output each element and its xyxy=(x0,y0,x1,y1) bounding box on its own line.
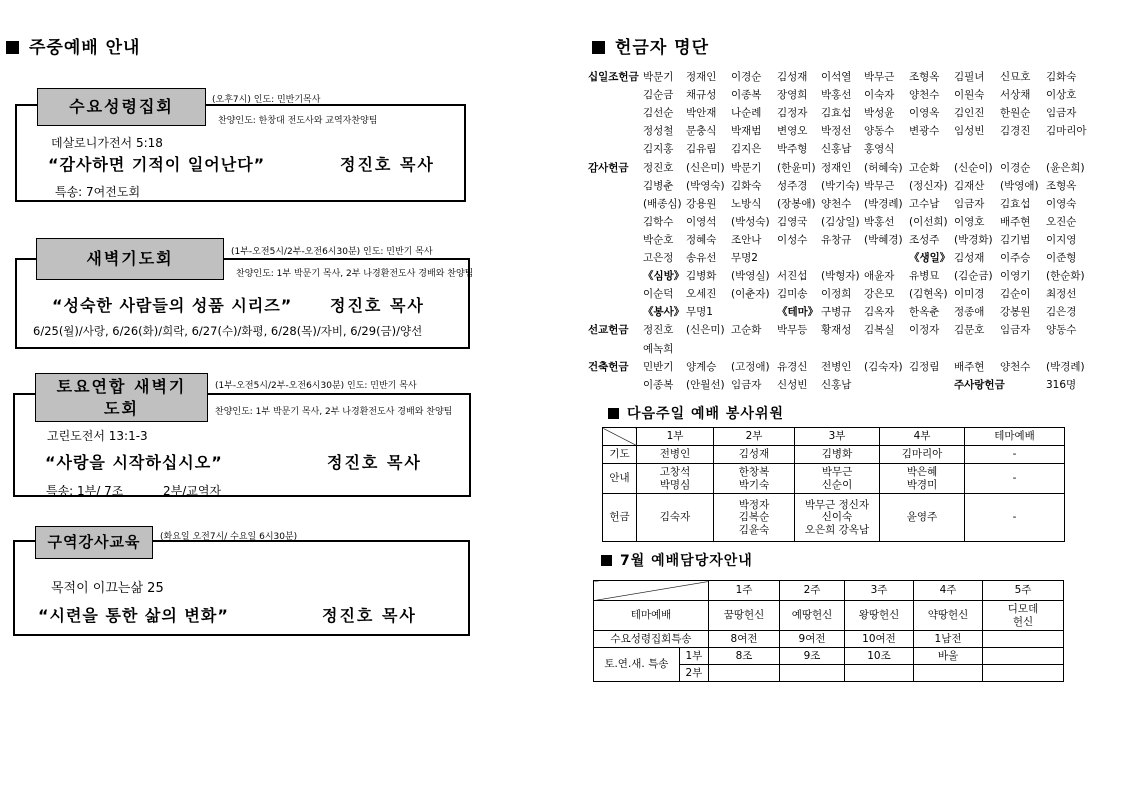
donor-name: 이순덕 xyxy=(643,288,674,301)
wednesday-sermon-title: “감사하면 기적이 일어난다” xyxy=(48,155,266,174)
donor-name: 임금자 xyxy=(954,197,985,210)
table-cell: 김병화 xyxy=(795,446,880,464)
saturday-sermon-title: “사랑을 시작하십시오” xyxy=(45,453,223,472)
donor-name: 김복실 xyxy=(864,324,895,337)
donor-name: 구병규 xyxy=(821,306,852,319)
donor-name: 황재성 xyxy=(821,324,852,337)
table-cell: 예땅헌신 xyxy=(780,601,845,631)
donor-row xyxy=(588,123,1087,139)
donor-name: 조형옥 xyxy=(909,71,940,83)
header-cell: 1주 xyxy=(709,581,780,601)
square-bullet-icon xyxy=(592,41,605,54)
donor-name: 박순호 xyxy=(643,233,674,246)
donor-name: 김학수 xyxy=(643,215,674,228)
donor-name: (정신자) xyxy=(909,179,948,192)
donor-name: 유경신 xyxy=(777,360,808,373)
donor-name: 고은정 xyxy=(643,252,674,264)
row-label: 수요성령집회특송 xyxy=(594,631,709,648)
table-cell xyxy=(983,648,1064,665)
donor-row xyxy=(588,304,1078,320)
donor-name: (박경화) xyxy=(954,233,993,246)
donor-name: 최정선 xyxy=(1046,288,1077,301)
table-cell xyxy=(914,665,983,682)
donor-row xyxy=(588,214,1078,230)
saturday-special-song-2: 2부/교역자 xyxy=(163,484,222,498)
donor-name: 무명1 xyxy=(686,306,713,319)
donor-name: 양천수 xyxy=(821,197,852,210)
donor-name: (김순금) xyxy=(954,270,993,283)
donor-name: (장봉애) xyxy=(777,197,816,210)
donor-name: 김마리아 xyxy=(1046,125,1087,138)
donor-name: 《테마》 xyxy=(777,306,819,319)
donor-name: 김재산 xyxy=(954,179,985,192)
donor-name: 김화숙 xyxy=(731,179,762,192)
donor-name: 이영숙 xyxy=(1046,197,1077,210)
table-cell: 8여전 xyxy=(709,631,780,648)
donor-name: 강용원 xyxy=(686,197,717,210)
table-cell: - xyxy=(965,494,1065,542)
header-cell: 2부 xyxy=(714,428,795,446)
donor-name: 정진호 xyxy=(643,161,674,174)
donor-name: 문충식 xyxy=(686,125,717,138)
donor-name: 노방식 xyxy=(731,197,762,210)
donor-name: 민반기 xyxy=(643,360,674,373)
donor-name: 신성빈 xyxy=(777,378,808,391)
donor-name: (박혜경) xyxy=(864,233,903,246)
donor-name: 이종복 xyxy=(731,89,762,102)
donor-name: 316명 xyxy=(1046,378,1077,391)
header-cell: 1부 xyxy=(637,428,714,446)
donor-name: 김기범 xyxy=(1000,233,1031,246)
donor-name: 박재범 xyxy=(731,125,762,138)
donor-name: 《생일》 xyxy=(909,252,951,264)
donor-name: 장영희 xyxy=(777,89,808,102)
donor-name: 양계승 xyxy=(686,360,717,373)
donor-name: 서진섭 xyxy=(777,270,808,283)
donor-name: 조성주 xyxy=(909,233,940,246)
header-cell: 3주 xyxy=(845,581,914,601)
dawn-sermon-title: “성숙한 사람들의 성품 시리즈” xyxy=(52,296,293,315)
cell-leader-tag: 구역강사교육 xyxy=(35,526,153,559)
row-sublabel: 2부 xyxy=(679,665,708,682)
next-week-title: 다음주일 예배 봉사위원 xyxy=(608,403,784,423)
table-cell xyxy=(983,665,1064,682)
donor-name: 임성빈 xyxy=(954,125,985,138)
row-label: 토.연.새. 특송 xyxy=(594,648,680,682)
donor-name: 《심방》 xyxy=(643,270,685,283)
donor-row xyxy=(588,341,1078,357)
donor-row xyxy=(588,160,1085,176)
donor-name: 고수남 xyxy=(909,197,940,210)
donor-name: (윤은희) xyxy=(1046,161,1085,174)
donor-name: (김현옥) xyxy=(909,288,948,301)
donor-row xyxy=(588,377,1078,393)
donor-name: 김순이 xyxy=(1000,288,1031,301)
wednesday-special-song: 특송: 7여전도회 xyxy=(55,185,141,199)
wednesday-service-praise: 찬양인도: 한창대 전도사와 교역자찬양팀 xyxy=(218,116,378,126)
donor-name: 이경순 xyxy=(1000,161,1031,174)
table-cell: - xyxy=(965,464,1065,494)
table-cell: 10여전 xyxy=(845,631,914,648)
donor-name: 김지은 xyxy=(731,143,762,156)
donor-name: 이지영 xyxy=(1046,233,1077,246)
table-cell: 약땅헌신 xyxy=(914,601,983,631)
donor-name: 강봉원 xyxy=(1000,306,1031,319)
donor-name: (박형자) xyxy=(821,270,860,283)
wednesday-service-info: (오후7시) 인도: 민반기목사 xyxy=(212,95,321,105)
table-cell: 김성재 xyxy=(714,446,795,464)
donor-name: 이석열 xyxy=(821,71,852,83)
donor-name: 정재인 xyxy=(821,161,852,174)
donor-name: 김문호 xyxy=(954,324,985,337)
donor-name: 김인진 xyxy=(954,107,985,120)
donor-name: (고정애) xyxy=(731,360,770,373)
donor-name: 김은경 xyxy=(1046,306,1077,319)
donor-name: 나순례 xyxy=(731,107,762,120)
row-sublabel: 1부 xyxy=(679,648,708,665)
donor-name: (배종심) xyxy=(643,197,682,210)
square-bullet-icon xyxy=(608,408,619,419)
dawn-schedule: 6/25(월)/사랑, 6/26(화)/희락, 6/27(수)/화평, 6/28(목)/자비, 6/29(금)/양선 xyxy=(33,324,423,338)
donor-name: 송유선 xyxy=(686,252,717,264)
donor-name: (안월선) xyxy=(686,378,725,391)
donor-category-label: 선교헌금 xyxy=(588,324,629,337)
donor-category-label: 십일조헌금 xyxy=(588,71,639,83)
donor-name: 김화숙 xyxy=(1046,71,1077,83)
header-cell: 테마예배 xyxy=(965,428,1065,446)
donor-row xyxy=(588,322,1078,338)
donor-name: 조형옥 xyxy=(1046,179,1077,192)
donor-name: 정종애 xyxy=(954,306,985,319)
header-cell: 5주 xyxy=(983,581,1064,601)
donor-row xyxy=(588,105,1078,121)
donor-name: (김숙자) xyxy=(864,360,903,373)
table-cell: 왕땅헌신 xyxy=(845,601,914,631)
saturday-scripture: 고린도전서 13:1-3 xyxy=(47,429,148,443)
donor-name: 김효섭 xyxy=(821,107,852,120)
table-cell: 한창복 박기숙 xyxy=(714,464,795,494)
table-cell xyxy=(983,631,1064,648)
donor-name: 변광수 xyxy=(909,125,940,138)
donor-name: 유창규 xyxy=(821,233,852,246)
row-label: 기도 xyxy=(603,446,637,464)
donor-row xyxy=(588,69,1078,85)
donor-name: 이영호 xyxy=(954,215,985,228)
donor-name: 고순화 xyxy=(731,324,762,337)
donor-row xyxy=(588,268,1085,284)
header-cell: 4부 xyxy=(880,428,965,446)
donor-name: 박무근 xyxy=(864,179,895,192)
donor-name: 한옥춘 xyxy=(909,306,940,319)
donor-name: (박기숙) xyxy=(821,179,860,192)
saturday-pastor: 정진호 목사 xyxy=(327,453,422,472)
donor-name: (김상일) xyxy=(821,215,860,228)
donor-name: 이상호 xyxy=(1046,89,1077,102)
dawn-prayer-praise: 찬양인도: 1부 박문기 목사, 2부 나경환전도사 경배와 찬양팀 xyxy=(236,269,474,279)
donor-row xyxy=(588,286,1078,302)
donor-name: 김정자 xyxy=(777,107,808,120)
donor-category-label: 건축헌금 xyxy=(588,360,629,373)
saturday-prayer-info: (1부-오전5시/2부-오전6시30분) 인도: 민반기 목사 xyxy=(215,381,417,391)
donor-name: 한원순 xyxy=(1000,107,1031,120)
saturday-prayer-praise: 찬양인도: 1부 박문기 목사, 2부 나경환전도사 경배와 찬양팀 xyxy=(215,407,453,417)
donor-name: 박무등 xyxy=(777,324,808,337)
donor-name: 이성수 xyxy=(777,233,808,246)
dawn-pastor: 정진호 목사 xyxy=(330,296,425,315)
table-cell: 윤영주 xyxy=(880,494,965,542)
donor-name: 신묘호 xyxy=(1000,71,1031,83)
table-cell: 9조 xyxy=(780,648,845,665)
row-label: 헌금 xyxy=(603,494,637,542)
dawn-prayer-info: (1부-오전5시/2부-오전6시30분) 인도: 민반기 목사 xyxy=(231,247,433,257)
donor-name: 김순금 xyxy=(643,89,674,102)
donor-name: 정혜숙 xyxy=(686,233,717,246)
donor-name: 무명2 xyxy=(731,252,758,264)
donor-name: 박문기 xyxy=(643,71,674,83)
donor-name: 김병화 xyxy=(686,270,717,283)
donor-name: 이주승 xyxy=(1000,252,1031,264)
table-cell: 바울 xyxy=(914,648,983,665)
donor-name: 정진호 xyxy=(643,324,674,337)
donor-name: 박안재 xyxy=(686,107,717,120)
next-week-table xyxy=(602,427,1065,542)
donor-name: (박경례) xyxy=(864,197,903,210)
table-cell: 박무근 정신자 신이숙 오은희 강옥남 xyxy=(795,494,880,542)
square-bullet-icon xyxy=(6,41,19,54)
table-cell: 박무근 신순이 xyxy=(795,464,880,494)
donor-name: 신홍남 xyxy=(821,143,852,156)
donor-name: 예녹희 xyxy=(643,342,674,355)
donor-name: (허혜숙) xyxy=(864,161,903,174)
donor-name: 양동수 xyxy=(1046,324,1077,337)
table-cell: 9여전 xyxy=(780,631,845,648)
table-cell: 전병인 xyxy=(637,446,714,464)
donor-name: 김병춘 xyxy=(643,179,674,192)
donor-name: 양동수 xyxy=(864,125,895,138)
donor-name: 주사랑헌금 xyxy=(954,378,1005,391)
donor-name: 이미경 xyxy=(954,288,985,301)
donor-name: 배주현 xyxy=(1000,215,1031,228)
cell-leader-sermon-title: “시련을 통한 삶의 변화” xyxy=(38,606,229,625)
donor-name: (신은미) xyxy=(686,161,725,174)
donor-name: (박영숙) xyxy=(686,179,725,192)
donor-row xyxy=(588,178,1078,194)
donor-name: 박주형 xyxy=(777,143,808,156)
cell-leader-pastor: 정진호 목사 xyxy=(322,606,417,625)
donor-name: (박성숙) xyxy=(731,215,770,228)
cell-leader-info: (화요일 오전7시/ 수요일 6시30분) xyxy=(160,532,298,542)
donor-name: 애윤자 xyxy=(864,270,895,283)
donor-name: 오진순 xyxy=(1046,215,1077,228)
donor-name: 양천수 xyxy=(909,89,940,102)
donor-name: 고순화 xyxy=(909,161,940,174)
donor-name: 이영석 xyxy=(686,215,717,228)
donor-name: 양천수 xyxy=(1000,360,1031,373)
donor-name: 변영오 xyxy=(777,125,808,138)
donor-name: 홍영식 xyxy=(864,143,895,156)
donor-name: (박경례) xyxy=(1046,360,1085,373)
donor-name: 이영기 xyxy=(1000,270,1031,283)
donor-name: 이숙자 xyxy=(864,89,895,102)
table-cell: 8조 xyxy=(709,648,780,665)
donor-name: (이춘자) xyxy=(731,288,770,301)
table-cell: 김숙자 xyxy=(637,494,714,542)
donor-name: 김영국 xyxy=(777,215,808,228)
donor-name: 배주현 xyxy=(954,360,985,373)
table-cell: 1남전 xyxy=(914,631,983,648)
donor-name: 유병묘 xyxy=(909,270,940,283)
left-section-title: 주중예배 안내 xyxy=(6,33,140,58)
donor-name: 이종복 xyxy=(643,378,674,391)
donor-name: (한순화) xyxy=(1046,270,1085,283)
donor-name: 이정희 xyxy=(821,288,852,301)
donor-category-label: 감사헌금 xyxy=(588,161,629,174)
donor-name: 전병인 xyxy=(821,360,852,373)
donor-name: 강은모 xyxy=(864,288,895,301)
donor-name: 김옥자 xyxy=(864,306,895,319)
donor-row xyxy=(588,359,1085,375)
donor-name: 박홍선 xyxy=(864,215,895,228)
donor-row xyxy=(588,87,1078,103)
donor-name: 이경순 xyxy=(731,71,762,83)
donor-row xyxy=(588,196,1078,212)
saturday-prayer-tag: 토요연합 새벽기도회 xyxy=(35,373,208,422)
donor-name: 오세진 xyxy=(686,288,717,301)
header-cell: 2주 xyxy=(780,581,845,601)
donor-row xyxy=(588,250,1078,266)
donor-name: 《봉사》 xyxy=(643,306,685,319)
donor-name: (신은미) xyxy=(686,324,725,337)
donor-name: 이영옥 xyxy=(909,107,940,120)
donor-name: 김정림 xyxy=(909,360,940,373)
donor-name: 김경진 xyxy=(1000,125,1031,138)
donor-name: 정성철 xyxy=(643,125,674,138)
donor-name: (신순이) xyxy=(954,161,993,174)
table-cell: 박정자 김복순 김윤숙 xyxy=(714,494,795,542)
donor-name: 박정선 xyxy=(821,125,852,138)
saturday-special-song: 특송: 1부/ 7조 xyxy=(46,484,124,498)
donor-name: 김성재 xyxy=(954,252,985,264)
donor-name: 김효섭 xyxy=(1000,197,1031,210)
donor-name: 임금자 xyxy=(1046,107,1077,120)
table-cell xyxy=(709,665,780,682)
table-cell xyxy=(780,665,845,682)
wednesday-scripture: 데살로니가전서 5:18 xyxy=(51,136,163,150)
donor-name: 김선순 xyxy=(643,107,674,120)
donor-name: 임금자 xyxy=(1000,324,1031,337)
header-cell: 3부 xyxy=(795,428,880,446)
donor-name: 김지홍 xyxy=(643,143,674,156)
donor-name: 김유림 xyxy=(686,143,717,156)
row-label: 안내 xyxy=(603,464,637,494)
table-cell: 디모데 헌신 xyxy=(983,601,1064,631)
row-label: 테마예배 xyxy=(594,601,709,631)
table-cell: 꿈땅헌신 xyxy=(709,601,780,631)
table-cell: 박은혜 박경미 xyxy=(880,464,965,494)
donor-name: (한윤미) xyxy=(777,161,816,174)
right-section-title: 헌금자 명단 xyxy=(592,33,709,58)
donor-name: 성주경 xyxy=(777,179,808,192)
july-table xyxy=(593,580,1064,682)
donor-name: 조안나 xyxy=(731,233,762,246)
donor-row xyxy=(588,141,1078,157)
donor-name: 신홍남 xyxy=(821,378,852,391)
donor-name: (박영애) xyxy=(1000,179,1039,192)
dawn-prayer-tag: 새벽기도회 xyxy=(36,238,224,280)
donor-name: 박홍선 xyxy=(821,89,852,102)
corner-cell xyxy=(603,428,637,446)
donor-name: 김필녀 xyxy=(954,71,985,83)
donor-name: 김성재 xyxy=(777,71,808,83)
donor-name: 박무근 xyxy=(864,71,895,83)
donor-name: (박영실) xyxy=(731,270,770,283)
wednesday-service-tag: 수요성령집회 xyxy=(37,88,206,126)
table-cell: - xyxy=(965,446,1065,464)
square-bullet-icon xyxy=(601,555,612,566)
donor-name: 이정자 xyxy=(909,324,940,337)
table-cell: 김마리아 xyxy=(880,446,965,464)
donor-name: 채규성 xyxy=(686,89,717,102)
donor-name: (이선희) xyxy=(909,215,948,228)
donor-name: 서상채 xyxy=(1000,89,1031,102)
donor-name: 이원숙 xyxy=(954,89,985,102)
july-title: 7월 예배담당자안내 xyxy=(601,550,753,570)
donor-name: 박문기 xyxy=(731,161,762,174)
wednesday-pastor: 정진호 목사 xyxy=(340,155,435,174)
donor-name: 정재인 xyxy=(686,71,717,83)
donor-name: 박성윤 xyxy=(864,107,895,120)
header-cell: 4주 xyxy=(914,581,983,601)
donor-name: 이준형 xyxy=(1046,252,1077,264)
donor-name: 김미송 xyxy=(777,288,808,301)
table-cell xyxy=(845,665,914,682)
corner-cell xyxy=(594,581,709,601)
cell-leader-text: 목적이 이끄는삶 25 xyxy=(51,581,164,596)
table-cell: 고창석 박명심 xyxy=(637,464,714,494)
donor-row xyxy=(588,232,1078,248)
donor-name: 임금자 xyxy=(731,378,762,391)
table-cell: 10조 xyxy=(845,648,914,665)
